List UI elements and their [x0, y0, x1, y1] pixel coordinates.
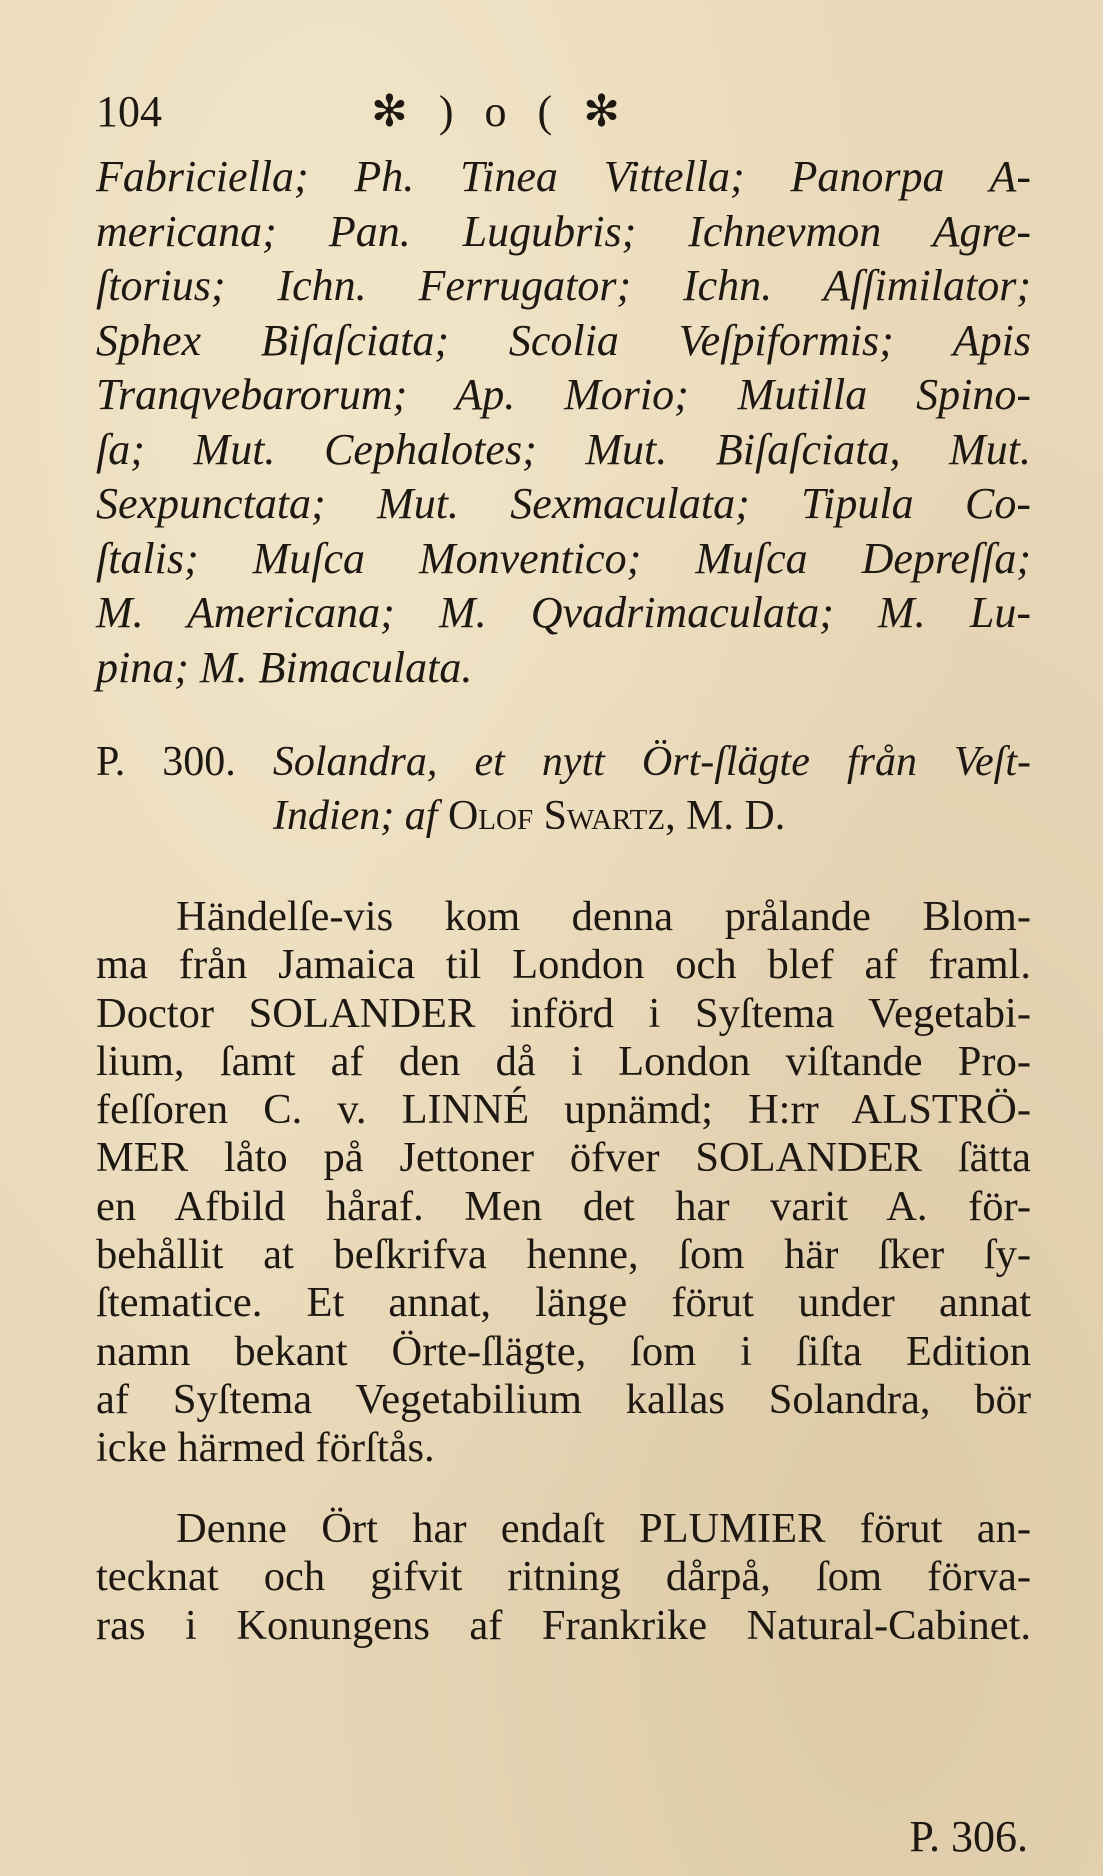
text-line: M. Americana; M. Qvadrimaculata; M. Lu- [96, 588, 1031, 637]
entry-title: Solandra, et nytt Ört-ſlägte från Veſt- [272, 739, 1032, 785]
entry-suffix: , M. D. [665, 793, 786, 839]
text-line: ma från Jamaica til London och blef af framl. [96, 941, 1031, 989]
running-header [96, 82, 1036, 142]
text-line: tecknat och gifvit ritning dårpå, ſom förva- [96, 1553, 1031, 1601]
text-line: namn bekant Örte-ſlägte, ſom i ſiſta Edition [96, 1327, 1031, 1375]
text-line: feſſoren C. v. LINNÉ upnämd; H:rr ALSTRÖ- [96, 1086, 1031, 1134]
text-line: ſtorius; Ichn. Ferrugator; Ichn. Aſſimilator; [96, 261, 1031, 310]
text-line: Denne Ört har endaſt PLUMIER förut an- [176, 1505, 1031, 1552]
text-line: Sphex Biſaſciata; Scolia Veſpiformis; Apis [96, 315, 1031, 365]
entry-title-continued: Indien; af [273, 793, 438, 839]
text-line: ſa; Mut. Cephalotes; Mut. Biſaſciata, Mut. [96, 424, 1031, 474]
bibliographic-entry [96, 735, 1031, 843]
entry-line-2 [96, 789, 1031, 843]
text-line: Doctor SOLANDER införd i Syſtema Vegetabi- [96, 989, 1031, 1037]
entry-ref: P. 300. [96, 739, 236, 785]
paragraph-1 [96, 893, 1031, 1473]
header-ornament: ✻ ) o ( ✻ [371, 87, 631, 136]
paragraph-2 [96, 1505, 1031, 1650]
text-line: lium, ſamt af den då i London viſtande Pro- [96, 1037, 1031, 1085]
text-line: ſtematice. Et annat, länge förut under annat [96, 1279, 1031, 1327]
entry-line-1 [96, 735, 1031, 789]
text-line: mericana; Pan. Lugubris; Ichnevmon Agre- [96, 206, 1031, 256]
species-list [96, 150, 1031, 695]
text-line: Sexpunctata; Mut. Sexmaculata; Tipula Co- [96, 479, 1031, 528]
text-line: Fabriciella; Ph. Tinea Vittella; Panorpa A- [96, 152, 1031, 201]
text-line: ras i Konungens af Frankrike Natural-Cabinet. [96, 1601, 1031, 1649]
text-line: ſtalis; Muſca Monventico; Muſca Depreſſa; [96, 533, 1031, 583]
page-number: 104 [96, 87, 162, 136]
text-line: Tranqvebarorum; Ap. Morio; Mutilla Spino- [96, 370, 1031, 419]
text-line: icke härmed förſtås. [96, 1424, 435, 1472]
entry-author: Olof Swartz [447, 793, 666, 839]
catchword: P. 306. [909, 1812, 1028, 1861]
text-line: pina; M. Bimaculata. [96, 642, 473, 692]
text-line: en Afbild håraf. Men det har varit A. för- [96, 1182, 1031, 1230]
text-line: behållit at beſkrifva henne, ſom här ſker ſy- [96, 1231, 1031, 1279]
text-line: Händelſe-vis kom denna prålande Blom- [176, 893, 1031, 940]
text-line: MER låto på Jettoner öfver SOLANDER ſätta [96, 1134, 1031, 1182]
text-line: af Syſtema Vegetabilium kallas Solandra, bör [96, 1375, 1031, 1423]
